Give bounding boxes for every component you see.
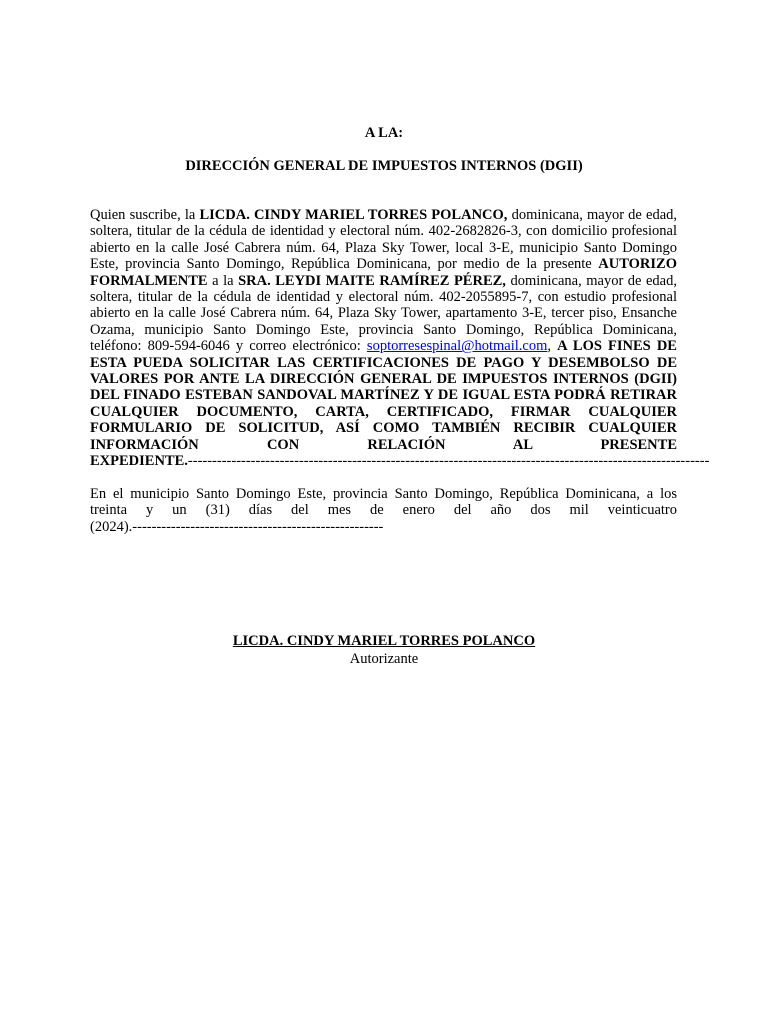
- grantee-details: dominicana, mayor de edad, soltera, titular de la cédula de identidad y electoral núm. 402-2055895-7, con estudio profesional abierto en la calle José Cabrera núm. 64, Plaza Sky Tower, apartamento 3-E, tercer piso, Ensanche Ozama, municipio Santo Domingo Este, provincia Santo Domingo, República Dominicana, teléfono: 809-594-6046 y correo electrónico:: [90, 272, 677, 355]
- signature-block: [0, 632, 768, 668]
- date-text: En el municipio Santo Domingo Este, provincia Santo Domingo, República Dominicana, a los treinta y un (31) días del mes de enero del año dos mil veinticuatro (2024).: [90, 486, 677, 535]
- grantee-name: SRA. LEYDI MAITE RAMÍREZ PÉREZ,: [238, 272, 506, 289]
- email-link[interactable]: soptorresespinal@hotmail.com: [366, 338, 548, 355]
- signature-role: Autorizante: [349, 651, 419, 667]
- body-text-intro: Quien suscribe, la: [90, 207, 200, 223]
- body-text-comma: ,: [547, 338, 558, 355]
- addressee-label: A LA:: [364, 125, 404, 141]
- institution-title: DIRECCIÓN GENERAL DE IMPUESTOS INTERNOS (DGII): [185, 158, 583, 174]
- authorize-statement: AUTORIZO FORMALMENTE: [90, 256, 677, 289]
- body-dashes: ------------------------------------------------------------------------------------------------------------: [187, 453, 710, 470]
- purpose-statement: A LOS FINES DE ESTA PUEDA SOLICITAR LAS CERTIFICACIONES DE PAGO Y DESEMBOLSO DE VALORES POR ANTE LA DIRECCIÓN GENERAL DE IMPUESTOS INTERNOS (DGII) DEL FINADO ESTEBAN SANDOVAL MARTÍNEZ Y DE IGUAL ESTA PODRÁ RETIRAR CUALQUIER DOCUMENTO, CARTA, CERTIFICADO, FIRMAR CUALQUIER FORMULARIO DE SOLICITUD, ASÍ COMO TAMBIÉN RECIBIR CUALQUIER INFORMACIÓN CON RELACIÓN AL PRESENTE EXPEDIENTE.: [90, 338, 677, 470]
- grantor-name: LICDA. CINDY MARIEL TORRES POLANCO,: [199, 207, 508, 223]
- date-dashes: ----------------------------------------------------: [132, 518, 384, 535]
- body-text-connector: a la: [207, 272, 239, 289]
- authorization-paragraph: [90, 207, 710, 470]
- signature-name: LICDA. CINDY MARIEL TORRES POLANCO: [232, 633, 536, 649]
- date-paragraph: [90, 486, 677, 535]
- grantor-details: dominicana, mayor de edad, soltera, titular de la cédula de identidad y electoral núm. 402-2682826-3, con domicilio profesional abierto en la calle José Cabrera núm. 64, Plaza Sky Tower, local 3-E, municipio Santo Domingo Este, provincia Santo Domingo, República Dominicana, por medio de la presente: [90, 207, 677, 273]
